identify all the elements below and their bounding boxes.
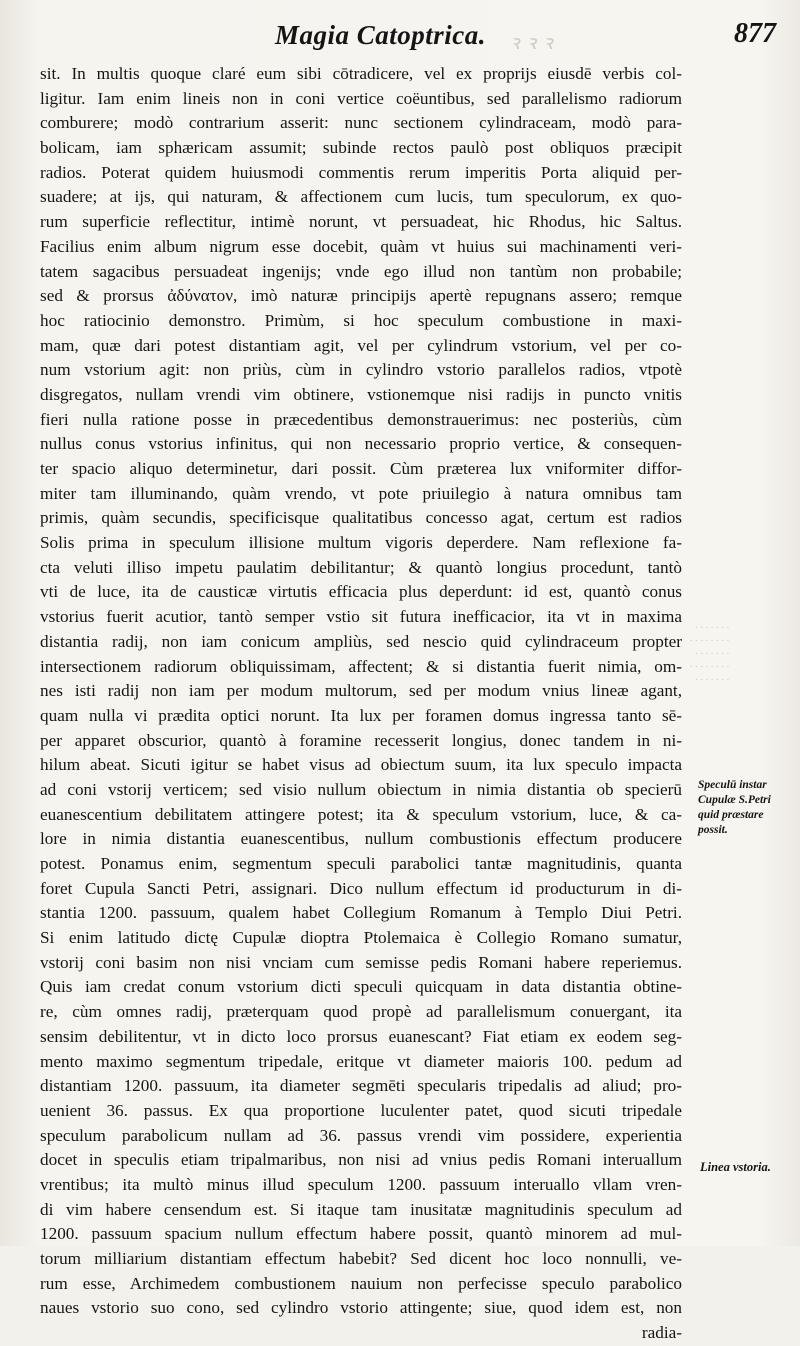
margin-note-line: Cupulæ S.Petri bbox=[698, 794, 771, 806]
text-line: vrentibus; ita multò minus illud speculum 1200. passuum interuallo vllam vren- bbox=[40, 1174, 682, 1194]
text-line: hilum abeat. Sicuti igitur se habet visus ad obiectum suum, ita lux speculo impacta bbox=[40, 755, 682, 775]
text-line: potest. Ponamus enim, segmentum speculi parabolici tantæ magnitudinis, quanta bbox=[40, 854, 682, 873]
bleed-through-text: ꝛ ꝛ ꝛ bbox=[510, 32, 554, 54]
page-header bbox=[40, 14, 780, 58]
text-line: uenient 36. passus. Ex qua proportione luculenter patet, quod sicuti tripedale bbox=[40, 1100, 682, 1120]
text-line: hoc ratiocinio demonstro. Primùm, si hoc speculum combustione in maxi- bbox=[40, 310, 682, 330]
text-line: nes isti radij non iam per modum multorum, sed per modum vnius lineæ agant, bbox=[40, 681, 682, 701]
text-line: 1200. passuum spacium nullum effectum habere possit, quantò minorem ad mul- bbox=[40, 1224, 682, 1244]
text-line: torum milliarium distantiam effectum habebit? Sed dicent hoc loco nonnulli, ve- bbox=[40, 1249, 682, 1268]
text-line: distantiam 1200. passuum, ita diameter segmēti specularis tripedalis ad aliud; pro- bbox=[40, 1076, 682, 1096]
text-line: mento maximo segmentum tripedale, eritque vt diameter maioris 100. pedum ad bbox=[40, 1051, 682, 1071]
text-line: re, cùm omnes radij, præterquam quod propè ad parallelismum conuergant, ita bbox=[40, 1002, 682, 1022]
text-line: nullus conus vstorius infinitus, qui non necessario proprio vertice, & consequen- bbox=[40, 434, 682, 454]
text-line: intersectionem radiorum obliquissimam, affectent; & si distantia fuerit nimia, om- bbox=[40, 656, 682, 676]
text-line: Quis iam credat conum vstorium dicti speculi quicquam in data distantia obtine- bbox=[40, 977, 682, 997]
text-line: vstorij coni basim non nisi vnciam cum semisse pedis Romani habere reperiemus. bbox=[40, 952, 682, 972]
text-line: radia- bbox=[641, 1323, 682, 1343]
text-line: num vstorium agit: non priùs, cùm in cylindro vstorio parallelos radios, vtpotè bbox=[40, 360, 682, 380]
text-line: di vim habere censendum est. Si itaque tam inusitatæ magnitudinis speculum ad bbox=[40, 1199, 682, 1219]
text-line: distantia radij, non iam conicum ampliùs, sed nescio quid cylindraceum propter bbox=[40, 631, 682, 651]
text-line: primis, quàm secundis, specificisque qualitatibus concesso agat, certum est radios bbox=[40, 508, 682, 528]
text-line: stantia 1200. passuum, qualem habet Collegium Romanum à Templo Diui Petri. bbox=[40, 903, 682, 923]
text-line: mam, quæ dari potest distantiam agit, vel per cylindrum vstorium, vel per co- bbox=[40, 335, 682, 355]
text-line: ligitur. Iam enim lineis non in coni vertice coëuntibus, sed parallelismo radiorum bbox=[40, 88, 682, 108]
margin-note-line: possit. bbox=[698, 824, 728, 836]
text-line: Si enim latitudo dictę Cupulæ dioptra Ptolemaica è Collegio Romano sumatur, bbox=[40, 928, 682, 948]
text-line: radios. Poterat quidem huiusmodi commentis rerum imperitis Porta aliquid per- bbox=[40, 162, 682, 182]
text-line: cta veluti illiso impetu paulatim debilitantur; & quantò longius procedunt, tantò bbox=[40, 557, 682, 577]
margin-note-cupula bbox=[698, 778, 771, 838]
text-line: tatem sagacibus persuadeat ingenijs; vnde ego illud non tantùm non probabile; bbox=[40, 261, 682, 281]
text-line: sensim debilitentur, vt in dicto loco prorsus euanescant? Fiat etiam ex eodem seg- bbox=[40, 1026, 682, 1046]
text-line: quam nulla vi prædita optici norunt. Ita lux per foramen domus ingressa tanto sē- bbox=[40, 705, 682, 725]
text-line: ad coni vstorij verticem; sed visio nullum obiectum in nimia distantia ob specierū bbox=[40, 779, 682, 799]
text-line: miter tam illuminando, quàm vrendo, vt pote priuilegio à natura omnibus tam bbox=[40, 483, 682, 503]
text-line: Solis prima in speculum illisione multum vigoris deperdere. Nam reflexione fa- bbox=[40, 533, 682, 553]
margin-note-line: quid præstare bbox=[698, 809, 764, 821]
text-line: comburere; modò contrarium asserit: nunc sectionem cylindraceam, modò para- bbox=[40, 113, 682, 133]
text-line: foret Cupula Sancti Petri, assignari. Dico nullum effectum id producturum in di- bbox=[40, 878, 682, 898]
text-line: naues vstorio suo cono, sed cylindro vstorio attingente; siue, quod idem est, non bbox=[40, 1298, 682, 1318]
main-text-block bbox=[40, 62, 682, 1346]
page-number: 877 bbox=[734, 18, 776, 49]
text-line: ter spacio aliquo determinetur, dari possit. Cùm præterea lux vniformiter diffor- bbox=[40, 459, 682, 478]
text-line: speculum parabolicum nullam ad 36. passus vrendi vim possidere, experientia bbox=[40, 1125, 682, 1145]
text-line: per apparet obscurior, quantò à foramine recesserit longius, donec tandem in ni- bbox=[40, 730, 682, 750]
running-title: Magia Catoptrica. bbox=[275, 20, 487, 50]
margin-note-line: Speculū instar bbox=[698, 779, 767, 791]
text-line: disgregatos, nullam vrendi vim obtinere, vstionemque nisi radijs in puncto vnitis bbox=[40, 384, 682, 404]
text-line: rum esse, Archimedem combustionem nauium non perfecisse speculo parabolico bbox=[40, 1273, 682, 1293]
text-line: docet in speculis etiam tripalmaribus, non nisi ad vnius pedis Romani interuallum bbox=[40, 1150, 682, 1170]
text-line: vti de luce, ita de causticæ virtutis efficacia plus deperdunt: id est, quantò conus bbox=[40, 582, 682, 602]
text-line: euanescentium debilitatem attingere potest; ita & speculum vstorium, luce, & ca- bbox=[40, 804, 682, 824]
text-line: fieri nulla ratione posse in præcedentibus demonstrauerimus: nec posteriùs, cùm bbox=[40, 409, 682, 429]
text-line: sed & prorsus ἀδύνατον, imò naturæ principijs apertè repugnans assero; remque bbox=[40, 286, 682, 306]
text-line: bolicam, iam sphæricam assumit; subinde rectos paulò post obliquos præcipit bbox=[40, 138, 682, 158]
text-line: lore in nimia distantia euanescentibus, nullum combustionis effectum producere bbox=[40, 829, 682, 849]
text-line: rum superficie reflectitur, intimè norunt, vt persuadeat, hic Rhodus, hic Saltus. bbox=[40, 212, 682, 232]
margin-note-linea: Linea vstoria. bbox=[700, 1160, 771, 1174]
text-line: vstorius fuerit acutior, tantò semper vstio sit futura inefficacior, ita vt in maxima bbox=[40, 607, 682, 627]
text-line: Facilius enim album nigrum esse docebit, quàm vt huius sui machinamenti veri- bbox=[40, 236, 682, 256]
text-line: sit. In multis quoque claré eum sibi cōtradicere, vel ex proprijs eiusdē verbis col- bbox=[40, 64, 682, 83]
bleed-through-margin-note: · · · · · · · · · · · · · · · · · · · · · · · · · · · · · · · · · · · · · bbox=[690, 623, 730, 686]
text-line: suadere; at ijs, qui naturam, & affectionem cum lucis, tum speculorum, ex quo- bbox=[40, 187, 682, 207]
